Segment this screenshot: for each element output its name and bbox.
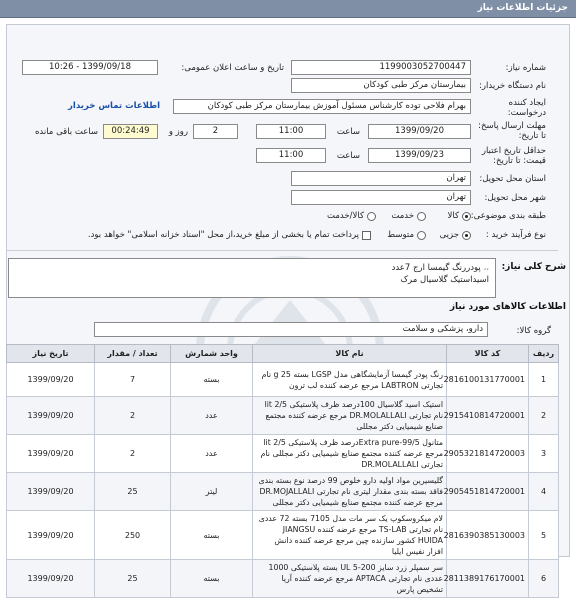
remaining-time-field: 00:24:49: [103, 124, 158, 139]
item-name: گلیسیرین مواد اولیه دارو خلوص 99 درصد نوع بسته بندی فاقد بسته بندی مقدار لیتری نام تجارتی DR.MOJALLALI مرجع عرضه کننده مجتمع صنایع شیمیایی دکتر مجللی: [253, 473, 447, 511]
price-validity-time-field: 11:00: [256, 148, 326, 163]
buyer-org-field: بیمارستان مرکز طبی کودکان: [291, 78, 471, 93]
item-quantity: 25: [95, 473, 171, 511]
announce-datetime-label: تاریخ و ساعت اعلان عمومی:: [181, 63, 284, 73]
page-title: جزئیات اطلاعات نیاز: [477, 3, 568, 13]
item-unit: عدد: [171, 397, 253, 435]
price-validity-date-field: 1399/09/23: [368, 148, 471, 163]
item-code: 2915410814720001: [447, 397, 529, 435]
item-name: لام میکروسکوپ یک سر مات مدل 7105 بسته 72 عددی نام تجارتی TS-LAB مرجع عرضه کننده JIANGSU HUIDA کشور سازنده چین مرجع عرضه کننده دانش افزار نفیس ایلیا: [253, 511, 447, 560]
price-validity-label: حداقل تاریخ اعتبار قیمت: تا تاریخ:: [481, 146, 546, 166]
item-code: 2811389176170001: [447, 560, 529, 598]
item-date: 1399/09/20: [7, 473, 95, 511]
reply-days-field: 2: [193, 124, 238, 139]
reply-days-label: روز و: [168, 127, 188, 137]
reply-date-field: 1399/09/20: [368, 124, 471, 139]
remaining-time-label: ساعت باقی مانده: [34, 127, 98, 137]
header-unit: واحد شمارش: [171, 345, 253, 363]
item-name: سر سمپلر زرد سایز 200-5 UL بسته پلاستیکی 1000 عددی نام تجارتی APTACA مرجع عرضه کننده آریا تشخیص پارس: [253, 560, 447, 598]
description-label: شرح کلی نیاز:: [501, 262, 566, 272]
radio-empty-icon: [417, 231, 426, 240]
item-name: متانول Extra pure-99/5درصد ظرف پلاستیکی lit 2/5 مرجع عرضه کننده مجتمع صنایع شیمیایی دکتر مجللی نام تجارتی DR.MOLALLALI: [253, 435, 447, 473]
table-row: [7, 511, 559, 560]
radio-selected-icon: [462, 212, 471, 221]
reply-deadline-label: مهلت ارسال پاسخ: تا تاریخ:: [478, 121, 546, 141]
row-number: 5: [529, 511, 559, 560]
category-label: طبقه بندی موضوعی:: [470, 211, 546, 221]
checkbox-icon: [362, 231, 371, 240]
goods-section-title: اطلاعات کالاهای مورد نیاز: [449, 302, 566, 312]
province-field: تهران: [291, 171, 471, 186]
item-unit: عدد: [171, 435, 253, 473]
buyer-contact-link[interactable]: اطلاعات تماس خریدار: [68, 101, 160, 111]
need-number-label: شماره نیاز:: [505, 63, 546, 73]
item-unit: بسته: [171, 363, 253, 397]
reply-time-label: ساعت: [336, 127, 360, 137]
requester-label: ایجاد کننده درخواست:: [507, 98, 546, 118]
radio-empty-icon: [367, 212, 376, 221]
item-quantity: 250: [95, 511, 171, 560]
quote-icon: ،،: [480, 263, 489, 273]
need-number-field: 1199003052700447: [291, 60, 471, 75]
item-date: 1399/09/20: [7, 511, 95, 560]
description-box: [8, 258, 496, 298]
buyer-org-label: نام دستگاه خریدار:: [479, 81, 546, 91]
category-option-service[interactable]: خدمت: [391, 211, 426, 221]
row-number: 6: [529, 560, 559, 598]
radio-selected-icon: [462, 231, 471, 240]
header-date: تاریخ نیاز: [7, 345, 95, 363]
province-label: استان محل تحویل:: [479, 174, 546, 184]
item-quantity: 7: [95, 363, 171, 397]
item-unit: لیتر: [171, 473, 253, 511]
city-field: تهران: [291, 190, 471, 205]
table-row: [7, 363, 559, 397]
item-unit: بسته: [171, 511, 253, 560]
item-date: 1399/09/20: [7, 363, 95, 397]
item-code: 2816390385130003: [447, 511, 529, 560]
process-type-label: نوع فرآیند خرید :: [485, 230, 546, 240]
description-line-1: پودررنگ گیمسا ارج 7عدد: [391, 263, 481, 273]
row-number: 4: [529, 473, 559, 511]
goods-group-field: دارو، پزشکی و سلامت: [94, 322, 488, 337]
item-date: 1399/09/20: [7, 560, 95, 598]
city-label: شهر محل تحویل:: [484, 193, 546, 203]
process-option-medium[interactable]: متوسط: [387, 230, 426, 240]
table-row: [7, 560, 559, 598]
treasury-payment-checkbox[interactable]: پرداخت تمام یا بخشی از مبلغ خرید،از محل "اسناد خزانه اسلامی" خواهد بود.: [88, 230, 371, 240]
item-quantity: 2: [95, 435, 171, 473]
price-validity-time-label: ساعت: [336, 151, 360, 161]
header-quantity: تعداد / مقدار: [95, 345, 171, 363]
item-quantity: 2: [95, 397, 171, 435]
divider: [6, 250, 558, 251]
goods-group-label: گروه کالا:: [516, 326, 551, 336]
item-code: 2905451814720001: [447, 473, 529, 511]
header-code: کد کالا: [447, 345, 529, 363]
item-date: 1399/09/20: [7, 435, 95, 473]
table-row: [7, 435, 559, 473]
table-header-row: [7, 345, 559, 363]
item-date: 1399/09/20: [7, 397, 95, 435]
goods-table: [6, 344, 559, 598]
item-unit: بسته: [171, 560, 253, 598]
item-code: 2816100131770001: [447, 363, 529, 397]
category-option-goods-service[interactable]: کالا/خدمت: [327, 211, 376, 221]
table-row: [7, 473, 559, 511]
header-name: نام کالا: [253, 345, 447, 363]
item-code: 2905321814720003: [447, 435, 529, 473]
description-line-2: اسیداستیک گلاسیال مرک: [400, 275, 489, 285]
item-name: رنگ پودر گیمسا آزمایشگاهی مدل LGSP بسته 25 g نام تجارتی LABTRON مرجع عرضه کننده لب ترون: [253, 363, 447, 397]
row-number: 3: [529, 435, 559, 473]
reply-time-field: 11:00: [256, 124, 326, 139]
requester-field: بهرام فلاحی توده کارشناس مسئول آموزش بیمارستان مرکز طبی کودکان: [173, 99, 471, 114]
category-option-goods[interactable]: کالا: [448, 211, 471, 221]
process-option-minor[interactable]: جزیی: [440, 230, 471, 240]
announce-datetime-field: 1399/09/18 - 10:26: [22, 60, 158, 75]
item-quantity: 25: [95, 560, 171, 598]
row-number: 2: [529, 397, 559, 435]
header-row-number: ردیف: [529, 345, 559, 363]
radio-empty-icon: [417, 212, 426, 221]
item-name: استیک اسید گلاسیال 100درصد ظرف پلاستیکی lit 2/5 نام تجارتی DR.MOLALLALI مرجع عرضه کننده مجتمع صنایع شیمیایی دکتر مجللی: [253, 397, 447, 435]
page-header: [0, 0, 576, 18]
row-number: 1: [529, 363, 559, 397]
table-row: [7, 397, 559, 435]
